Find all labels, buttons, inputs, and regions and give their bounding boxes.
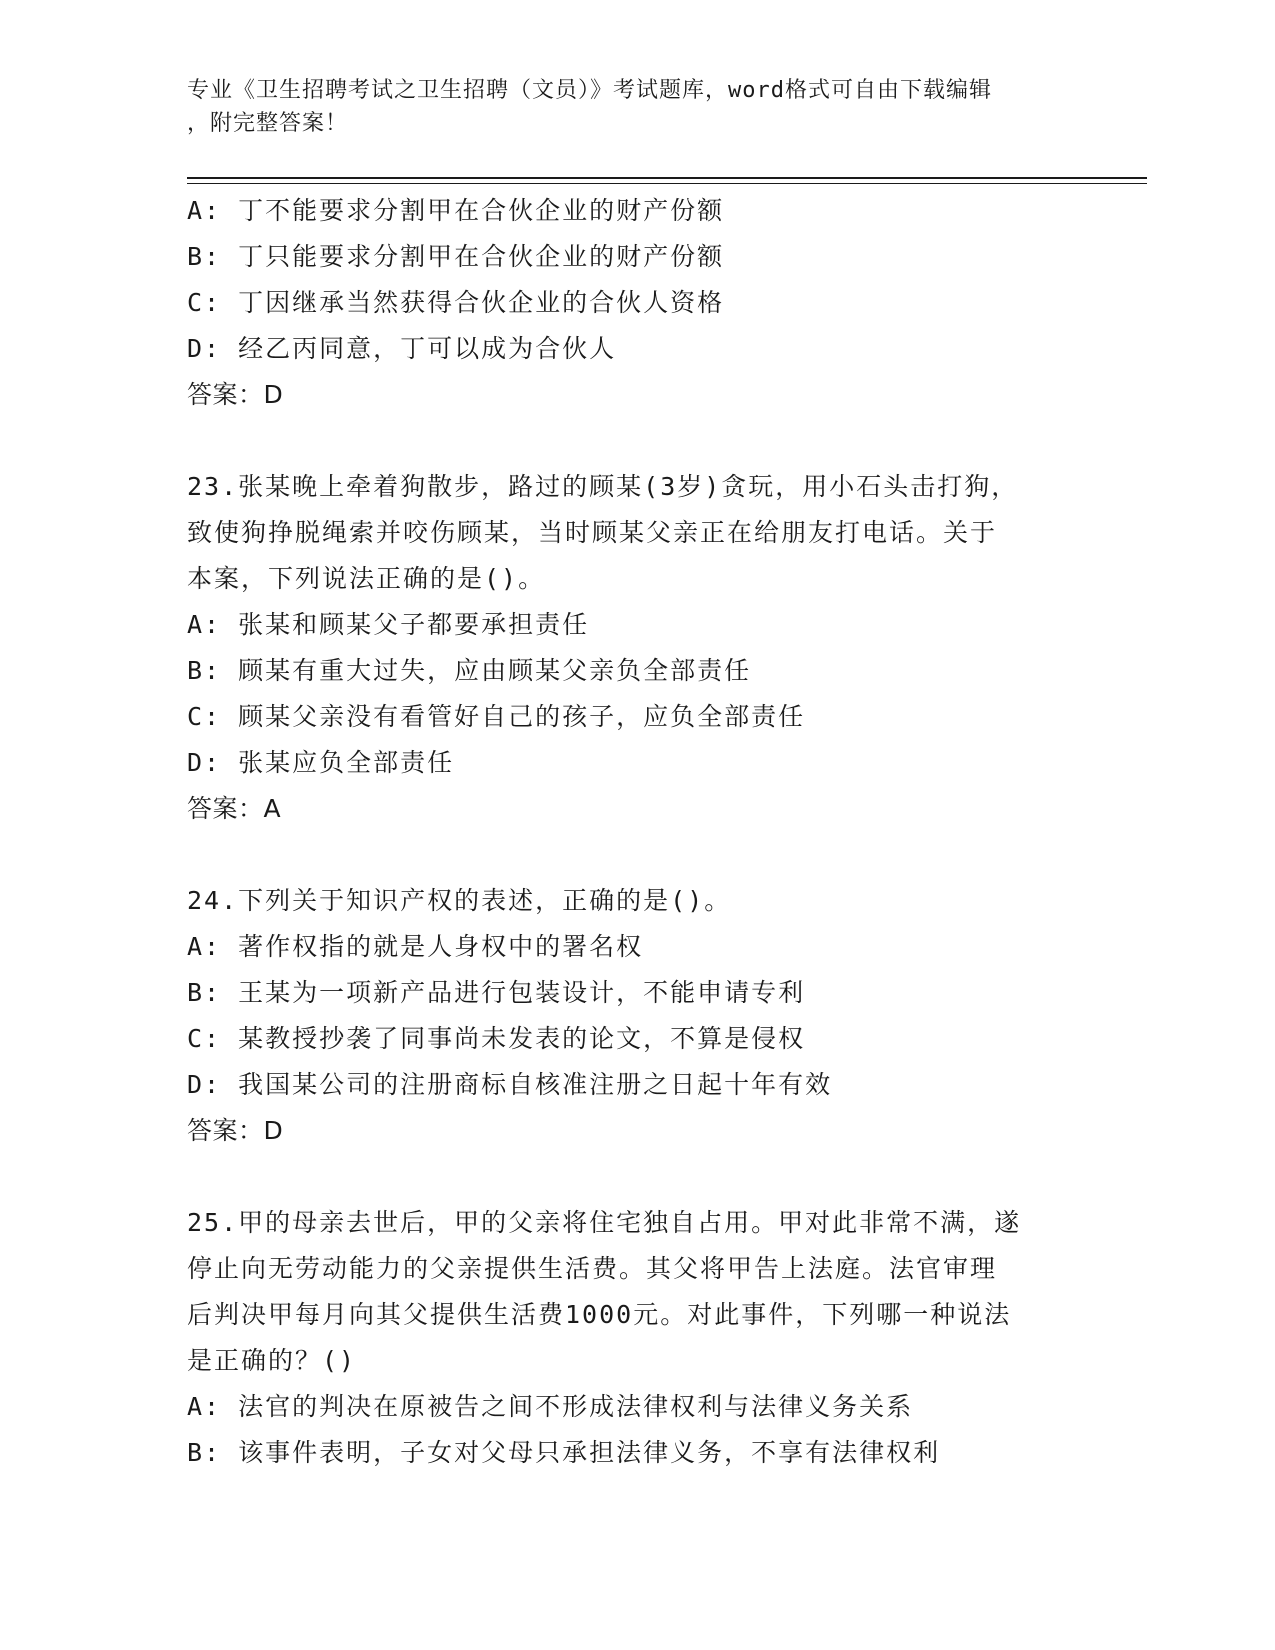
option-c: C: 某教授抄袭了同事尚未发表的论文，不算是侵权: [187, 1024, 806, 1053]
option-b: B: 顾某有重大过失，应由顾某父亲负全部责任: [187, 656, 752, 685]
question-text-line: 是正确的？(): [187, 1346, 357, 1375]
option-d: D: 经乙丙同意，丁可以成为合伙人: [187, 334, 617, 363]
question-24: [187, 878, 1087, 1154]
option-a: A: 法官的判决在原被告之间不形成法律权利与法律义务关系: [187, 1392, 914, 1421]
header-rule-thin: [187, 183, 1147, 184]
answer-line: 答案：A: [187, 794, 282, 823]
option-d: D: 我国某公司的注册商标自核准注册之日起十年有效: [187, 1070, 833, 1099]
question-list: [187, 188, 1087, 1476]
spacer: [187, 832, 1087, 878]
option-a: A: 丁不能要求分割甲在合伙企业的财产份额: [187, 196, 725, 225]
answer-line: 答案：D: [187, 380, 284, 409]
option-b: B: 该事件表明，子女对父母只承担法律义务，不享有法律权利: [187, 1438, 941, 1467]
header-rule-thick: [187, 177, 1147, 179]
question-text-line: 后判决甲每月向其父提供生活费1000元。对此事件，下列哪一种说法: [187, 1300, 1012, 1329]
option-b: B: 丁只能要求分割甲在合伙企业的财产份额: [187, 242, 725, 271]
question-25: [187, 1200, 1087, 1476]
document-header: [187, 74, 1087, 140]
option-a: A: 著作权指的就是人身权中的署名权: [187, 932, 644, 961]
spacer: [187, 418, 1087, 464]
question-text-line: 24.下列关于知识产权的表述，正确的是()。: [187, 886, 732, 915]
question-text-line: 本案，下列说法正确的是()。: [187, 564, 546, 593]
question-23: [187, 464, 1087, 832]
option-c: C: 丁因继承当然获得合伙企业的合伙人资格: [187, 288, 725, 317]
question-text-line: 25.甲的母亲去世后，甲的父亲将住宅独自占用。甲对此非常不满，遂: [187, 1208, 1022, 1237]
option-c: C: 顾某父亲没有看管好自己的孩子，应负全部责任: [187, 702, 806, 731]
question-text-line: 致使狗挣脱绳索并咬伤顾某，当时顾某父亲正在给朋友打电话。关于: [187, 518, 998, 547]
option-b: B: 王某为一项新产品进行包装设计，不能申请专利: [187, 978, 806, 1007]
header-line-1: 专业《卫生招聘考试之卫生招聘（文员）》考试题库，word格式可自由下载编辑: [187, 78, 992, 103]
answer-line: 答案：D: [187, 1116, 284, 1145]
question-text-line: 23.张某晚上牵着狗散步，路过的顾某(3岁)贪玩，用小石头击打狗，: [187, 472, 1019, 501]
option-d: D: 张某应负全部责任: [187, 748, 455, 777]
question-22: [187, 188, 1087, 418]
question-text-line: 停止向无劳动能力的父亲提供生活费。其父将甲告上法庭。法官审理: [187, 1254, 998, 1283]
option-a: A: 张某和顾某父子都要承担责任: [187, 610, 590, 639]
header-line-2: ，附完整答案！: [187, 111, 349, 136]
spacer: [187, 1154, 1087, 1200]
